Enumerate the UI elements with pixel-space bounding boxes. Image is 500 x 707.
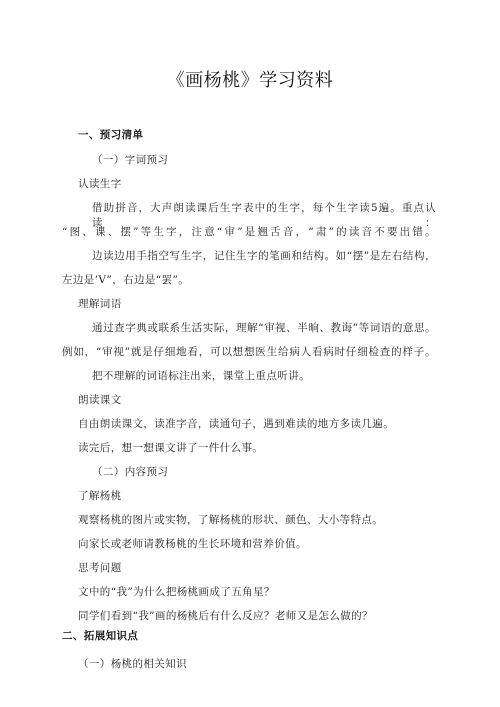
subsection-heading-starfruit-knowledge: （一）杨桃的相关知识 xyxy=(78,658,187,670)
subsection-heading-vocabulary: （一）字词预习 xyxy=(92,154,169,166)
paragraph-line: 观察杨桃的图片或实物，了解杨桃的形状、颜色、大小等特点。 xyxy=(78,514,384,526)
item-heading-understand-words: 理解词语 xyxy=(78,298,122,310)
item-heading-read-characters: 认读生字 xyxy=(78,178,122,190)
item-heading-read-aloud: 朗读课文 xyxy=(78,394,122,406)
question-line: 同学们看到“我”画的杨桃后有什么反应？老师又是怎么做的？ xyxy=(78,610,373,622)
section-heading-preview-list: 一、预习清单 xyxy=(78,129,144,141)
paragraph-line: 读完后，想一想课文讲了一件什么事。 xyxy=(78,442,264,454)
paragraph-line: 把不理解的词语标注出来，课堂上重点听讲。 xyxy=(92,370,310,382)
question-line: 文中的“我”为什么把杨桃画成了五角星？ xyxy=(78,586,275,598)
document-title: 《画杨桃》学习资料 xyxy=(166,70,334,91)
paragraph-line: 例如，“审视”就是仔细地看，可以想想医生给病人看病时仔细检查的样子。 xyxy=(62,346,436,358)
subsection-heading-content: （二）内容预习 xyxy=(92,466,169,478)
item-heading-know-starfruit: 了解杨桃 xyxy=(78,490,122,502)
section-heading-extension: 二、拓展知识点 xyxy=(62,630,139,642)
paragraph-line: 通过查字典或联系生活实际，理解“审视、半晌、教诲”等词语的意思。 xyxy=(92,322,436,334)
paragraph-line: 借助拼音，大声朗读课后生字表中的生字，每个生字读5遍。重点认读： xyxy=(92,202,436,229)
paragraph-line: “图、课、摆”等生字，注意“审”是翘舌音，“肃”的读音不要出错。 xyxy=(62,226,436,238)
paragraph-line: 向家长或老师请教杨桃的生长环境和营养价值。 xyxy=(78,538,307,550)
paragraph-line: 左边是’Ⅴ”，右边是“罢”。 xyxy=(62,274,190,286)
paragraph-line: 边读边用手指空写生字，记住生字的笔画和结构。如“摆”是左右结构， xyxy=(92,250,436,262)
paragraph-line: 自由朗读课文，读准字音，读通句子，遇到难读的地方多读几遍。 xyxy=(78,418,395,430)
item-heading-think-questions: 思考问题 xyxy=(78,562,122,574)
